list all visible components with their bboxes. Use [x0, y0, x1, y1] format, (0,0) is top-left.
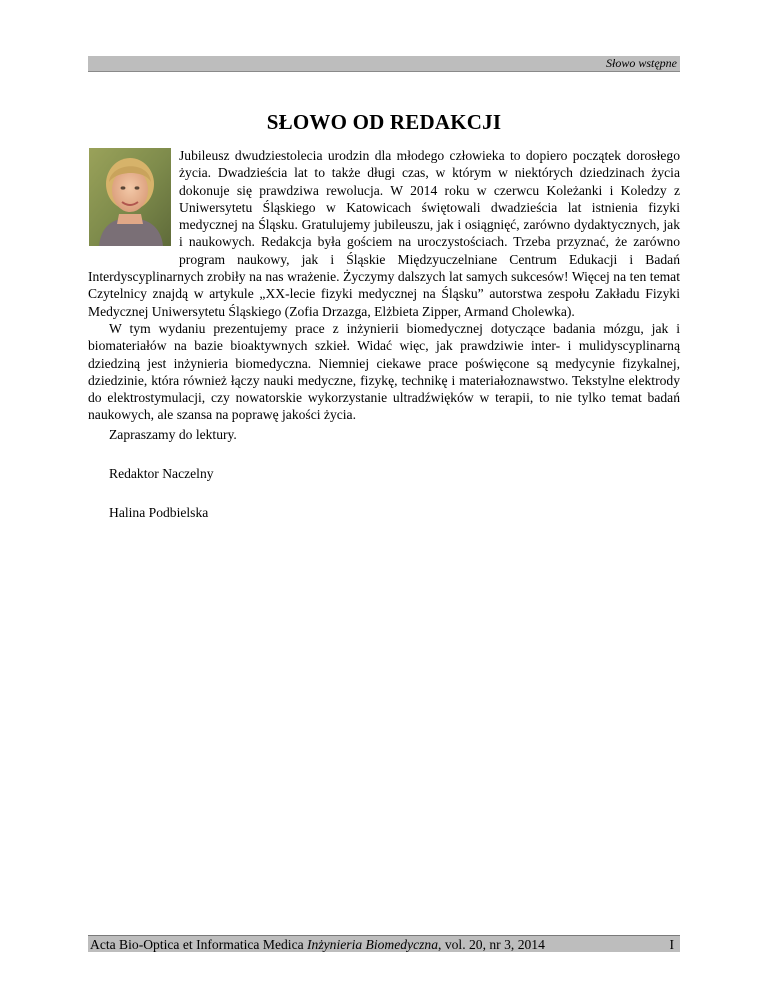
- journal-citation: [90, 937, 545, 953]
- journal-name: Acta Bio-Optica et Informatica Medica: [90, 937, 308, 952]
- paragraph-jubilee: Jubileusz dwudziestolecia urodzin dla młodego człowieka to dopiero początek dorosłego życia. Dwadzieścia lat to także długi czas, w którym w niektórych dziedzinach życia dokonuje się prawdziwa rewolucja. W 2014 roku w czerwcu Koleżanki i Koledzy z Uniwersytetu Śląskiego w Katowicach świętowali dwadzieścia lat istnienia fizyki medycznej na Śląsku. Gratulujemy jubileuszu, jak i osiągnięć, zarówno dydaktycznych, jak i naukowych. Redakcja była gościem na uroczystościach. Trzeba przyznać, że zarówno program naukowy, jak i Śląskie Międzyuczelniane Centrum Edukacji i Badań Interdyscyplinarnych zrobiły na nas wrażenie. Życzymy dalszych lat samych sukcesów! Więcej na ten temat Czytelnicy znajdą w artykule „XX-lecie fizyki medycznej na Śląsku” autorstwa zespołu Zakładu Fizyki Medycznej Uniwersytetu Śląskiego (Zofia Drzazga, Elżbieta Zipper, Armand Cholewka).: [88, 148, 680, 319]
- page-title: SŁOWO OD REDAKCJI: [266, 110, 502, 134]
- closing-signature: [109, 426, 237, 543]
- article-body: [88, 147, 680, 424]
- page-number: I: [669, 937, 674, 952]
- journal-subtitle: Inżynieria Biomedyczna: [307, 937, 439, 952]
- editor-role: Redaktor Naczelny: [109, 466, 214, 481]
- running-header: [88, 56, 680, 72]
- journal-volume: , vol. 20, nr 3, 2014: [438, 937, 545, 952]
- header-section-title: Słowo wstępne: [606, 56, 677, 70]
- invitation-text: Zapraszamy do lektury.: [109, 427, 237, 442]
- page-footer: [88, 935, 680, 952]
- photo-text-wrap-spacer: [88, 147, 179, 251]
- editor-name: Halina Podbielska: [109, 505, 209, 520]
- paragraph-issue-contents: W tym wydaniu prezentujemy prace z inżynierii biomedycznej dotyczące badania mózgu, jak i biomateriałów na bazie bioaktywnych szkieł. Widać więc, jak prawdziwie inter- i mulidyscyplinarną dziedziną jest inżynieria biomedyczna. Niemniej ciekawe prace poświęcone są medycynie fizykalnej, dziedzinie, która również łączy nauki medyczne, fizykę, technikę i materiałoznawstwo. Tekstylne elektrody do elektrostymulacji, czy nowatorskie wykorzystanie ultradźwięków w terapii, to nie tylko temat badań naukowych, ale szansa na poprawę jakości życia.: [88, 320, 680, 423]
